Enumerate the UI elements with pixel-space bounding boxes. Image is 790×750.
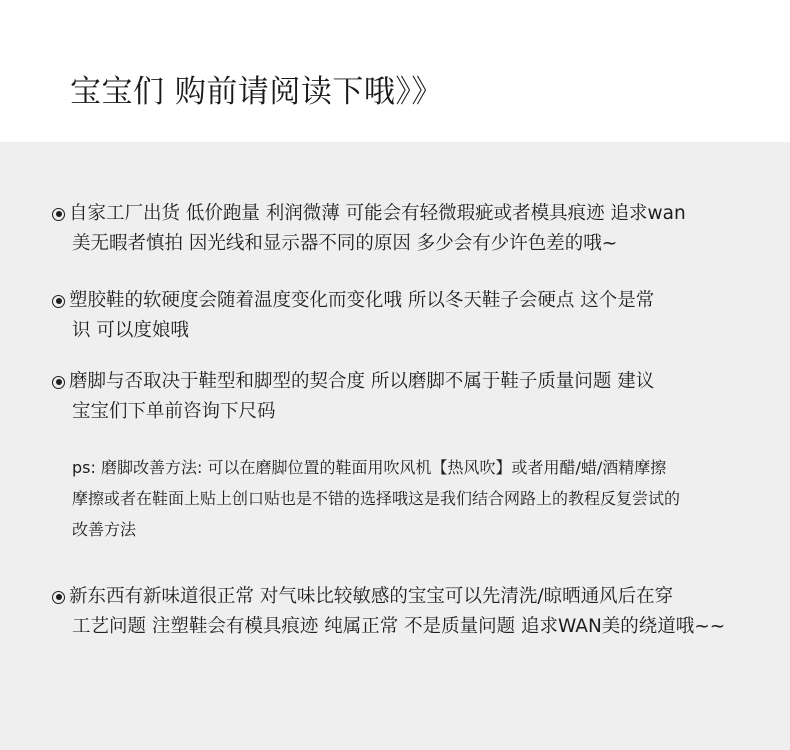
notice-item (52, 286, 762, 346)
notice-line: 新东西有新味道很正常 对气味比较敏感的宝宝可以先清洗/晾晒通风后在穿 (69, 586, 674, 607)
notice-line: 塑胶鞋的软硬度会随着温度变化而变化哦 所以冬天鞋子会硬点 这个是常 (69, 290, 655, 311)
page-title: 宝宝们 购前请阅读下哦》》 (70, 74, 443, 110)
notice-line: 美无暇者慎拍 因光线和显示器不同的原因 多少会有少许色差的哦~ (72, 233, 618, 254)
bullet-icon (52, 208, 65, 221)
notice-item (52, 367, 762, 427)
bullet-icon (52, 591, 65, 604)
ps-line: 摩擦或者在鞋面上贴上创口贴也是不错的选择哦这是我们结合网路上的教程反复尝试的 (72, 489, 681, 508)
bullet-icon (52, 295, 65, 308)
notice-line: 工艺问题 注塑鞋会有模具痕迹 纯属正常 不是质量问题 追求WAN美的绕道哦~~ (72, 616, 726, 637)
bullet-icon (52, 376, 65, 389)
notice-line: 宝宝们下单前咨询下尺码 (72, 401, 276, 422)
notice-line: 自家工厂出货 低价跑量 利润微薄 可能会有轻微瑕疵或者模具痕迹 追求wan (69, 203, 686, 224)
notice-line: 识 可以度娘哦 (72, 320, 189, 341)
notice-item (52, 199, 762, 259)
header (0, 0, 790, 142)
notice-item (52, 582, 762, 642)
ps-note (72, 452, 762, 545)
ps-line: 改善方法 (72, 520, 137, 539)
notice-line: 磨脚与否取决于鞋型和脚型的契合度 所以磨脚不属于鞋子质量问题 建议 (69, 371, 655, 392)
ps-line: ps: 磨脚改善方法: 可以在磨脚位置的鞋面用吹风机【热风吹】或者用醋/蜡/酒精摩擦 (72, 458, 667, 477)
